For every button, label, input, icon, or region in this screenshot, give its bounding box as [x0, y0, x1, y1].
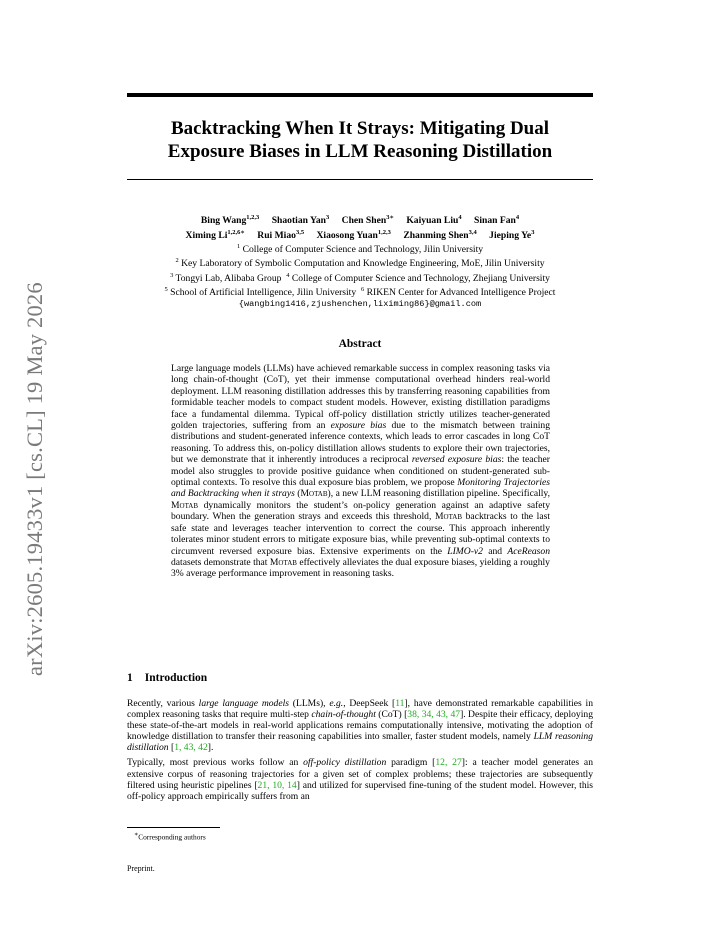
- title-rule-bottom: [127, 179, 593, 180]
- author-name: Jieping Ye$^3$: [489, 228, 535, 241]
- author-name: Sinan Fan$^4$: [474, 214, 520, 227]
- introduction-body: [127, 698, 593, 806]
- paper-title: [127, 117, 593, 163]
- title-rule-top: [127, 93, 593, 97]
- author-row-1: [127, 212, 593, 226]
- arxiv-id-label: arXiv:2605.19433v1 [cs.CL] 19 May 2026: [22, 282, 47, 676]
- footnote-rule: [127, 827, 220, 828]
- preprint-label: Preprint.: [127, 864, 155, 873]
- affiliation-1: $^1$ College of Computer Science and Technology, Jilin University: [236, 242, 484, 256]
- section-heading-introduction: 1 Introduction: [127, 672, 208, 684]
- title-line-2: Exposure Biases in LLM Reasoning Distillation: [167, 141, 553, 162]
- abstract-heading: Abstract: [338, 338, 382, 350]
- footnote: ∗Corresponding authors: [134, 832, 206, 842]
- abstract-body: [171, 363, 550, 580]
- author-name: Xiaosong Yuan$^{1,2,3}$: [316, 228, 391, 241]
- arxiv-sidebar: [18, 260, 48, 680]
- author-name: Zhanming Shen$^{3,4}$: [403, 228, 477, 241]
- citation-link[interactable]: 12, 27: [435, 757, 462, 769]
- title-line-1: Backtracking When It Strays: Mitigating Dual: [170, 118, 550, 139]
- author-name: Bing Wang$^{1,2,3}$: [200, 214, 260, 227]
- affiliation-3: $^3$ Tongyi Lab, Alibaba Group $^4$ College of Computer Science and Technology, Zhejiang University: [170, 271, 550, 285]
- citation-link[interactable]: 21, 10, 14: [257, 779, 297, 791]
- author-email: {wangbing1416,zjushenchen,liximing86}@gmail.com: [238, 298, 482, 309]
- author-row-2: [127, 226, 593, 240]
- author-name: Kaiyuan Liu$^4$: [406, 214, 462, 227]
- author-block: [127, 212, 593, 310]
- citation-link[interactable]: 38, 34, 43, 47: [407, 709, 461, 721]
- intro-paragraph-1: Recently, various large language models (LLMs), e.g., DeepSeek [11], have demonstrated remarkable capabilities in complex reasoning tasks that require multi-step chain-of-thought (CoT) [38, 34, 43, 47]. Despite their efficacy, deploying these state-of-the-art models in real-world applications remains computationally intensive, motivating the adoption of knowledge distillation to transfer their reasoning capabilities into smaller, faster student models, namely LLM reasoning distillation [1, 43, 42].: [127, 698, 594, 754]
- author-name: Chen Shen$^{3∗}$: [341, 214, 394, 227]
- author-name: Ximing $Li^{1,2,6∗}$: [185, 228, 245, 241]
- affiliation-2: $^2$ Key Laboratory of Symbolic Computation and Knowledge Engineering, MoE, Jilin University: [175, 257, 545, 270]
- affiliation-4: $^5$ School of Artificial Intelligence, Jilin University $^6$ RIKEN Center for Advanced Intelligence Project: [164, 286, 556, 299]
- intro-paragraph-2: Typically, most previous works follow an off-policy distillation paradigm [12, 27]: a teacher model generates an extensive corpus of reasoning trajectories for a given set of complex problems; these trajectories are subsequently filtered using heuristic pipelines [21, 10, 14] and utilized for supervised fine-tuning of the student model. However, this off-policy approach empirically suffers from an: [127, 757, 594, 802]
- author-name: Shaotian Yan$^3$: [271, 214, 330, 227]
- abstract-paragraph: Large language models (LLMs) have achieved remarkable success in complex reasoning tasks via long chain-of-thought (CoT), yet their immense computational overhead hinders real-world deployment. LLM reasoning distillation addresses this by transferring reasoning capabilities from formidable teacher models to compact student models. However, existing distillation paradigms face a fundamental dilemma. Typical off-policy distillation strictly utilizes teacher-generated golden trajectories, suffering from an exposure bias due to the mismatch between training distributions and student-generated inference contexts, which leads to error cascades in long CoT reasoning. To address this, on-policy distillation allows students to explore their own trajectories, but we demonstrate that it inherently introduces a reciprocal reversed exposure bias: the teacher model also struggles to provide positive guidance when conditioned on student-generated sub-optimal contexts. To resolve this dual exposure bias problem, we propose Monitoring Trajectories and Backtracking when it strays (Motab), a new LLM reasoning distillation pipeline. Specifically, Motab dynamically monitors the student’s on-policy generation against an adaptive safety boundary. When the generation strays and exceeds this threshold, Motab backtracks to the last safe state and leverages teacher intervention to correct the course. This approach inherently tolerates minor student errors to mitigate exposure bias, while preventing sub-optimal contexts to circumvent reversed exposure bias. Extensive experiments on the LIMO-v2 and AceReason datasets demonstrate that Motab effectively alleviates the dual exposure biases, yielding a roughly 3% average performance improvement in reasoning tasks.: [171, 363, 551, 580]
- author-name: Rui Miao$^{3,5}$: [257, 228, 305, 241]
- citation-link[interactable]: 1, 43, 42: [174, 742, 208, 754]
- citation-link[interactable]: 11: [395, 698, 405, 709]
